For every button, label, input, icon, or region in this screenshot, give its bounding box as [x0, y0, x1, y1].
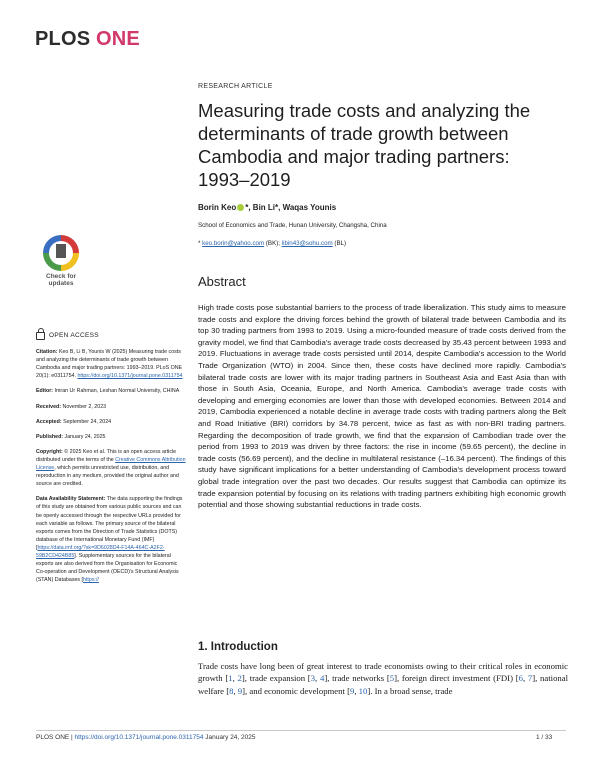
check-updates-label: Check for updates	[46, 273, 76, 287]
open-lock-icon	[36, 332, 45, 340]
doi-link[interactable]: https://doi.org/10.1371/journal.pone.0311754	[77, 373, 183, 380]
author-marks: *,	[275, 203, 283, 212]
article-type: RESEARCH ARTICLE	[198, 83, 273, 90]
introduction-heading: 1. Introduction	[198, 641, 278, 653]
abstract-text: High trade costs pose substantial barriers to the process of trade liberalization. This study aims to measure trade costs and explore the driving forces behind the growth of bilateral trade between Cambodia and its top 30 trading partners from 1993 to 2019. Using a micro-founded measure of trade costs derived from the gravity model, we find that Cambodia's average trade costs decreased by 35.43 percent between 1993 and 2019. Fluctuations in average trade costs persisted until 2014, despite Cambodia's accession to the World Trade Organization (WTO) in 2004. Since then, these costs have declined more rapidly. Cambodia's bilateral trade costs are lower with its major trading partners in Southeast Asia and East Asia than with those in South Asia, Oceania, Europe, and North America. Cambodia's average trade costs with developing and emerging economies are lower than those with developed economies. Between 2014 and 2019, Cambodia experienced a notable decline in average trade costs with trading partners along the Belt and Road Initiative (BRI) corridors by 34.78 percent, twice as fast as with non-BRI trading partners. Regarding the decomposition of trade growth, we find that the expansion of Cambodian trade over the period from 1993 to 2019 was driven by three factors: the rise in income (59.65 percent), the decline in trade costs (56.69 percent), and the decline in multilateral resistance (–16.34 percent). The findings of this study have significant implications for a better understanding of Cambodia's development process toward global trade integration over the past two decades. Our results suggest that Cambodia can optimize its trade expansion potential by focusing on its relations with trading partners exhibiting high economic growth potential and those showing substantial reductions in trade costs.	[198, 303, 566, 510]
accepted-date: Accepted: September 24, 2024	[36, 418, 112, 425]
license-link[interactable]: Creative Commons Attribution License	[36, 456, 186, 472]
email-link[interactable]: libin43@sohu.com	[281, 240, 333, 247]
oecd-data-link[interactable]: https://	[83, 577, 99, 584]
journal-logo[interactable]	[35, 28, 140, 51]
author-list	[198, 203, 336, 212]
data-availability: Data Availability Statement: The data supporting the findings of this study are obtained from various public sources and can be openly accessed through the respective URLs provided for each variable as follows. The primary source of the bilateral exports comes from the Direction of Trade Statistics (DOTS) database of the International Monetary Fund (IMF) [https://data.imf.org/?sk=9D6028D4-F14A-464C-A2F2-59B2CD424B85]. Supplementary sources for the bilateral exports are also derived from the Organisation for Economic Co-operation and Development (OECD)'s Structural Analysis (STAN) Databases [https://	[36, 496, 183, 584]
citation-link[interactable]: 3	[310, 673, 316, 684]
footer-citation: PLOS ONE | https://doi.org/10.1371/journal.pone.0311754 January 24, 2025	[36, 734, 256, 741]
article-title: Measuring trade costs and analyzing the determinants of trade growth between Cambodia and major trading partners: 1993–2019	[198, 100, 531, 190]
introduction-text: Trade costs have long been of great interest to trade economists owing to their critical roles in economic growth [1, 2], trade expansion [3, 4], trade networks [5], foreign direct investment (FDI) [6, 7], national welfare [8, 9], and economic development [9, 10]. In a broad sense, trade	[198, 661, 569, 696]
published-date: Published: January 24, 2025	[36, 433, 106, 440]
citation-link[interactable]: 5	[389, 673, 395, 684]
citation-link[interactable]: 8	[229, 685, 234, 696]
citation-link[interactable]: 7	[527, 673, 533, 684]
citation-link[interactable]: 6	[518, 673, 523, 684]
page-number: 1 / 33	[536, 734, 553, 741]
received-date: Received: November 2, 2023	[36, 403, 107, 410]
citation-link[interactable]: 9	[349, 685, 355, 696]
citation-link[interactable]: 4	[319, 673, 325, 684]
abstract-heading: Abstract	[198, 274, 246, 289]
copyright: Copyright: © 2025 Keo et al. This is an open access article distributed under the terms of the Creative Commons Attribution License, which permits unrestricted use, distribution, and reproduction in any medium, provided the original author and source are credited.	[36, 448, 186, 488]
editor: Editor: Imran Ur Rahman, Leshan Normal University, CHINA	[36, 388, 180, 395]
corresponding-contact: * keo.borin@yahoo.com (BK); libin43@sohu.com (BL)	[198, 240, 347, 247]
citation-link[interactable]: 2	[237, 673, 242, 684]
logo-one: ONE	[96, 28, 140, 50]
check-for-updates-badge[interactable]	[36, 235, 86, 293]
check-updates-icon	[43, 235, 79, 271]
footer-doi-link[interactable]: https://doi.org/10.1371/journal.pone.0311754	[74, 734, 204, 741]
citation-link[interactable]: 9	[237, 685, 243, 696]
author-name[interactable]: Borin Keo	[198, 203, 237, 212]
author-name[interactable]: Bin Li	[252, 203, 276, 212]
author-name[interactable]: Waqas Younis	[282, 203, 337, 212]
article-info-sidebar	[36, 332, 186, 591]
footer-divider	[36, 730, 566, 731]
affiliation: School of Economics and Trade, Hunan University, Changsha, China	[198, 222, 387, 229]
imf-data-link[interactable]: https://data.imf.org/?sk=9D6028D4-F14A-464C-A2F2-59B2CD424B85	[36, 544, 165, 559]
orcid-icon[interactable]	[237, 204, 244, 211]
author-marks: *,	[245, 203, 253, 212]
citation-link[interactable]: 10	[358, 685, 368, 696]
open-access-label: OPEN ACCESS	[36, 332, 186, 340]
citation: Citation: Keo B, Li B, Younis W (2025) Measuring trade costs and analyzing the determinants of trade growth between Cambodia and major trading partners: 1993–2019. PLoS ONE 20(1): e0311754. https://doi.org/10.1371/journal.pone.0311754	[36, 349, 183, 380]
logo-plos: PLOS	[35, 28, 91, 50]
citation-link[interactable]: 1	[228, 673, 233, 684]
email-link[interactable]: keo.borin@yahoo.com	[202, 240, 265, 247]
